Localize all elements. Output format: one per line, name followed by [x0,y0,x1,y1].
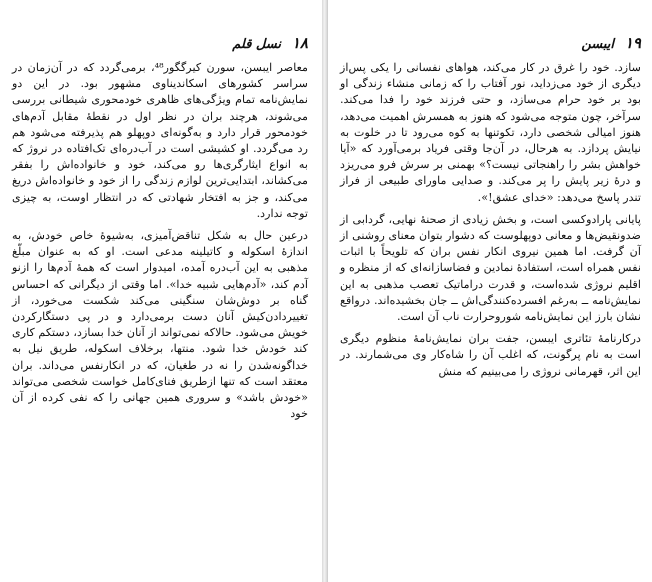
left-running-title: نسل قلم [232,37,281,52]
paragraph: معاصر ایبسن، سورن کیرگگور⁴⁸، برمی‌گردد که در آن‌زمان در سراسر کشورهای اسکاندیناوی مشهور بود. در این دو نمایش‌نامه تمام ویژگی‌های ظاهری خودمحوری شیطانی بررسی می‌شوند، هرچند بران در نظر اول در نقطهٔ مقابل آدم‌های خودمحور قرار دارد و به‌گونه‌ای دوپهلو هم پذیرفته می‌شود هم رد می‌گردد. او کشیشی است در آب‌دره‌ای تک‌افتاده در نروژ که به انواع ایثارگری‌ها رو می‌کند، خود و خانواده‌اش را بفقر می‌کشاند، ابتدایی‌ترین لوازم زندگی را از خود و خانواده‌اش دریغ می‌کند، و جز به افتخار شهادتی که در انتظار اوست، به چیزی توجه ندارد. [12,61,308,220]
right-page-header [342,34,641,54]
paragraph: درکارنامهٔ تئاتری ایبسن، جفت بران نمایش‌نامهٔ منظوم دیگری است به نام پرگونت، که اغلب آن را شاه‌کار وی می‌شمارند. در این اثر، قهرمانی نروژی را می‌بینیم که منش [340,332,641,378]
paragraph: پایانی پارادوکسی است، و بخش زیادی از صحنهٔ نهایی، گردابی از ضدونقیض‌ها و معانی دوپهلوست که دشوار بتوان معنای روشنی از آن گرفت. اما همین نیروی انکار نفس بران که تلویحاً با اثبات نفس همراه است، استفادهٔ نمادین و فضاسازانه‌ای که از منظره و اقلیم نروژی شده‌است، و قدرت دراماتیک تعصب مذهبی به این نمایش‌نامه ــ به‌رغم افسرده‌کنندگی‌اش ــ جان بخشیده‌اند. درواقع نشان بارز این نمایش‌نامه شوروحرارت ناب آن است. [340,212,641,324]
right-page [327,0,652,582]
left-page [0,0,323,582]
paragraph: درعین حال به شکل تناقض‌آمیزی، به‌شیوهٔ خاص خودش، به اندازهٔ اسکوله و کاتیلینه مدعی است. او که به عنوان مبلّغ مذهبی به این آب‌دره آمده، امیدوار است که همهٔ آدم‌ها را ازنو آدم کند، «آدم‌هایی شبیه خدا». اما وقتی از دیگرانی که احساس گناه بر دوش‌شان سنگینی می‌کند شکست می‌خورد، از تغییردادن‌کیش آنان دست برمی‌دارد و در پی دستگارکردن خویش می‌شود. حالاکه نمی‌تواند از آنان خدا بسازد، دستکم کاری کند خودش خدا شود. منتها، برخلاف اسکوله، طریق نیل به خداگونه‌شدن را نه در طغیان، که در انکارنفس می‌داند. بران معتقد است که تنها ازطریق فنای‌کامل خواست شخصی می‌تواند «خودش باشد» و سروری همین جهانی را که نفی کرده از آن خود [11,229,308,421]
right-page-number: ۱۹ [624,34,641,52]
left-page-number: ۱۸ [291,34,308,52]
left-page-body [12,60,308,422]
left-page-header [12,34,308,54]
paragraph: سازد. خود را غرق در کار می‌کند، هواهای نفسانی را یکی پس‌از دیگری از خود می‌زداید، نور آفتاب را که زمانی منشاء زندگی او بود بر خود حرام می‌سازد، و حتی فرزند خود را فدا می‌کند. سرآخر، چون متوجه می‌شود که هنوز به همسرش اهمیت می‌دهد، هنوز امیالی شخصی دارد، تکوتنها به کوه می‌رود تا در خلوت به نیایش پردازد. به هرحال، در آن‌جا وقتی فریاد برمی‌آورد که «آیا خواهش بشر را راهنجاتی نیست؟» بهمنی بر سرش فرو می‌ریزد و درهٔ زیر پایش را پر می‌کند. و صدایی ماورای طبیعی از فراز تندر پاسخ می‌دهد: «خدای عشق!». [340,61,641,204]
right-page-body [340,60,641,380]
right-running-title: ایبسن [581,37,614,52]
